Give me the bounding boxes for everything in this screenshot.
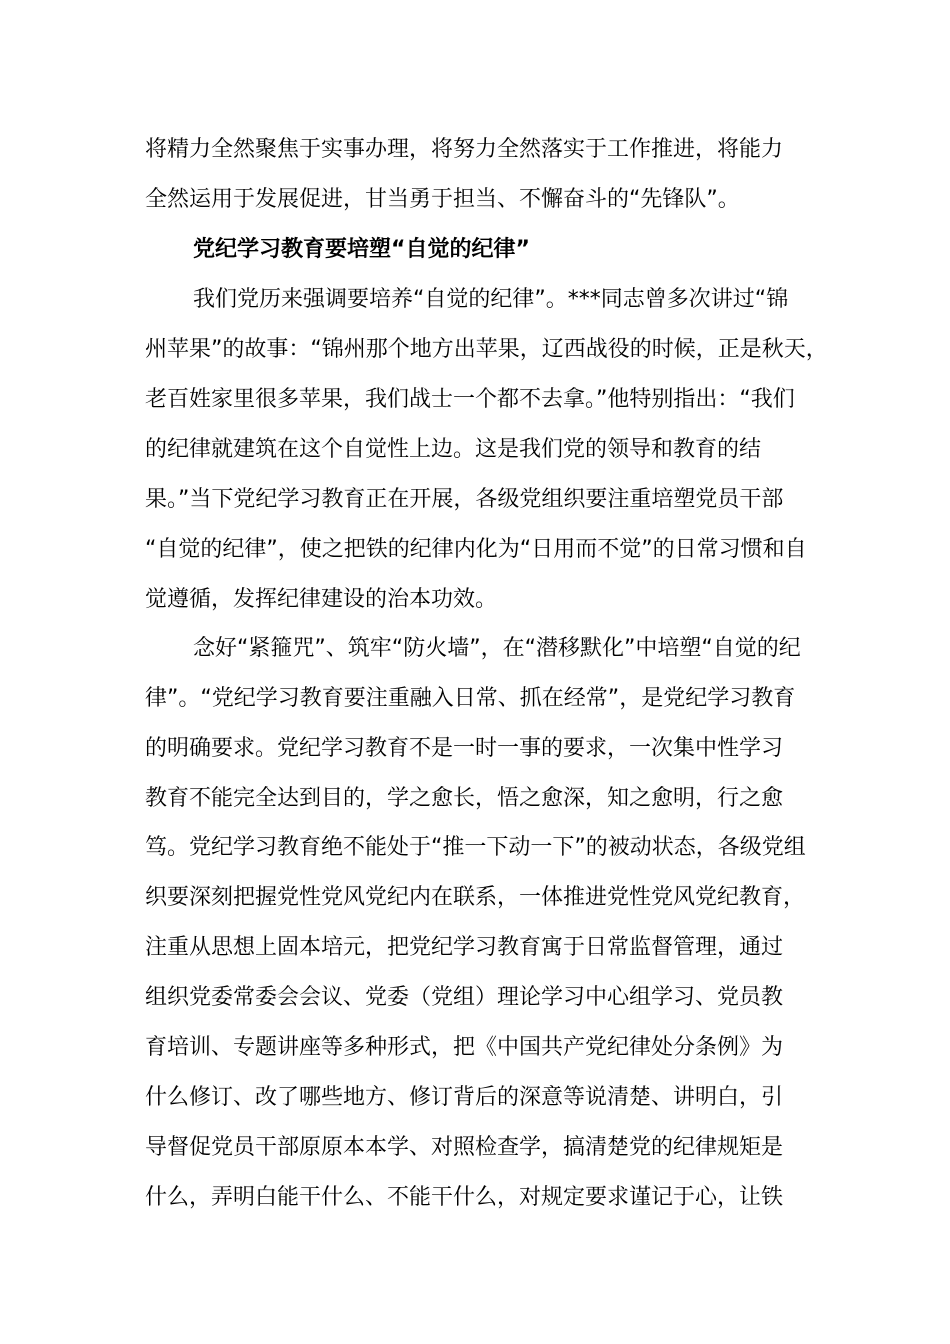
section-heading: 党纪学习教育要培塑“自觉的纪律” <box>193 237 530 262</box>
paragraph-3-line-3: 的明确要求。党纪学习教育不是一时一事的要求，一次集中性学习 <box>145 736 784 761</box>
paragraph-1-line-1: 将精力全然聚焦于实事办理，将努力全然落实于工作推进，将能力 <box>145 137 784 162</box>
paragraph-3-line-11: 导督促党员干部原原本本学、对照检查学，搞清楚党的纪律规矩是 <box>145 1135 784 1160</box>
paragraph-3-line-1: 念好“紧箍咒”、筑牢“防火墙”，在“潜移默化”中培塑“自觉的纪 <box>193 636 801 661</box>
paragraph-3-line-10: 什么修订、改了哪些地方、修订背后的深意等说清楚、讲明白，引 <box>145 1085 784 1110</box>
paragraph-2-line-2: 州苹果”的故事：“锦州那个地方出苹果，辽西战役的时候，正是秋天， <box>145 337 828 362</box>
paragraph-3-line-7: 注重从思想上固本培元，把党纪学习教育寓于日常监督管理，通过 <box>145 935 784 960</box>
paragraph-3-line-4: 教育不能完全达到目的，学之愈长，悟之愈深，知之愈明，行之愈 <box>145 786 784 811</box>
paragraph-3-line-9: 育培训、专题讲座等多种形式，把《中国共产党纪律处分条例》为 <box>145 1035 784 1060</box>
paragraph-1-line-2: 全然运用于发展促进，甘当勇于担当、不懈奋斗的“先锋队”。 <box>145 187 740 212</box>
paragraph-3-line-8: 组织党委常委会会议、党委（党组）理论学习中心组学习、党员教 <box>145 985 784 1010</box>
paragraph-2-line-3: 老百姓家里很多苹果，我们战士一个都不去拿。”他特别指出：“我们 <box>145 387 795 412</box>
paragraph-3-line-5: 笃。党纪学习教育绝不能处于“推一下动一下”的被动状态，各级党组 <box>145 835 806 860</box>
paragraph-2-line-1: 我们党历来强调要培养“自觉的纪律”。***同志曾多次讲过“锦 <box>193 287 789 312</box>
paragraph-2-line-6: “自觉的纪律”，使之把铁的纪律内化为“日用而不觉”的日常习惯和自 <box>145 537 807 562</box>
paragraph-3-line-12: 什么，弄明白能干什么、不能干什么，对规定要求谨记于心，让铁 <box>145 1185 784 1210</box>
paragraph-2-line-7: 觉遵循，发挥纪律建设的治本功效。 <box>145 587 498 612</box>
paragraph-2-line-4: 的纪律就建筑在这个自觉性上边。这是我们党的领导和教育的结 <box>145 437 762 462</box>
paragraph-3-line-6: 织要深刻把握党性党风党纪内在联系，一体推进党性党风党纪教育， <box>145 885 806 910</box>
paragraph-2-line-5: 果。”当下党纪学习教育正在开展，各级党组织要注重培塑党员干部 <box>145 487 784 512</box>
paragraph-3-line-2: 律”。“党纪学习教育要注重融入日常、抓在经常”，是党纪学习教育 <box>145 686 796 711</box>
